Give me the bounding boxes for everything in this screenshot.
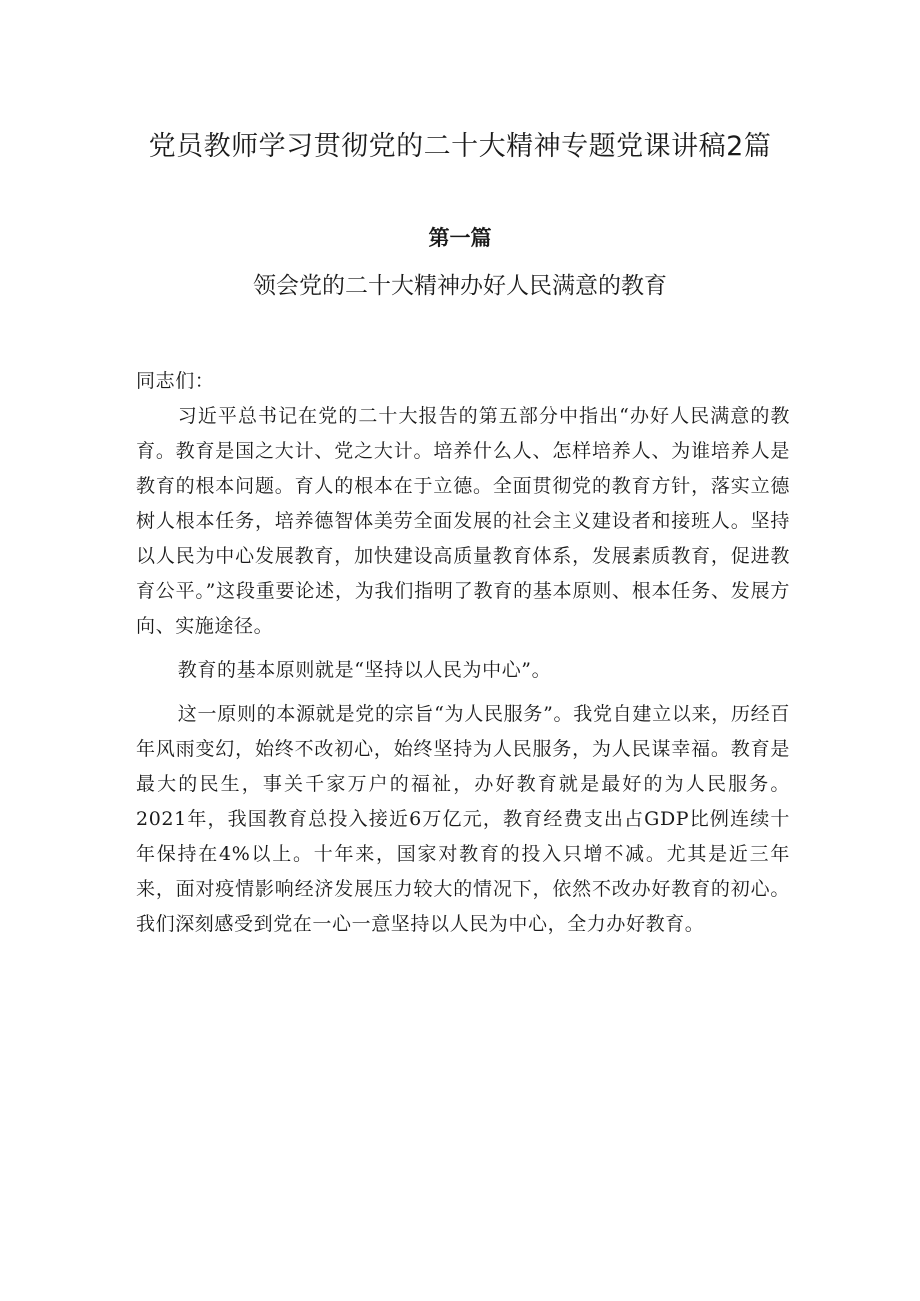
section-heading: 第一篇 xyxy=(428,226,492,250)
section-subtitle: 领会党的二十大精神办好人民满意的教育 xyxy=(253,273,667,299)
paragraph-3: 这一原则的本源就是党的宗旨“为人民服务”。我党自建立以来，历经百年风雨变幻，始终不改初心，始终坚持为人民服务，为人民谋幸福。教育是最大的民生，事关千家万户的福祉，办好教育就是最好的为人民服务。2021年，我国教育总投入接近6万亿元，教育经费支出占GDP比例连续十年保持在4%以上。十年来，国家对教育的投入只增不减。尤其是近三年来，面对疫情影响经济发展压力较大的情况下，依然不改办好教育的初心。我们深刻感受到党在一心一意坚持以人民为中心，全力办好教育。 xyxy=(136,703,790,935)
paragraph-1: 习近平总书记在党的二十大报告的第五部分中指出“办好人民满意的教育。教育是国之大计、党之大计。培养什么人、怎样培养人、为谁培养人是教育的根本问题。育人的根本在于立德。全面贯彻党的教育方针，落实立德树人根本任务，培养德智体美劳全面发展的社会主义建设者和接班人。坚持以人民为中心发展教育，加快建设高质量教育体系，发展素质教育，促进教育公平。”这段重要论述，为我们指明了教育的基本原则、根本任务、发展方向、实施途径。 xyxy=(136,405,790,637)
greeting: 同志们： xyxy=(136,370,215,392)
paragraph-2: 教育的基本原则就是“坚持以人民为中心”。 xyxy=(177,659,552,681)
document-body xyxy=(136,364,790,942)
document-title: 党员教师学习贯彻党的二十大精神专题党课讲稿2篇 xyxy=(148,131,772,162)
